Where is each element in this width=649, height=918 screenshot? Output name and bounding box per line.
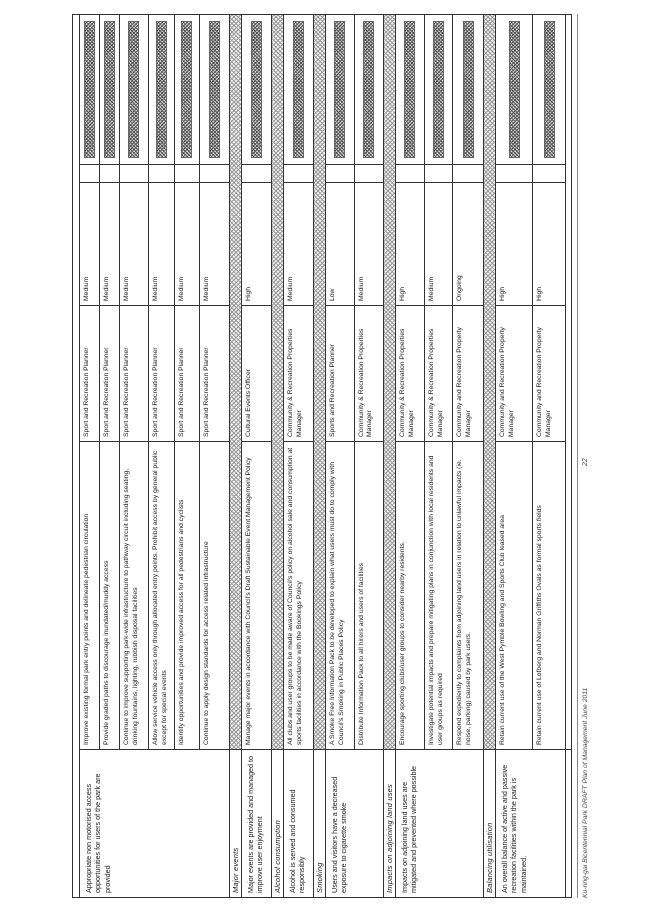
blank-cell: [284, 164, 313, 182]
priority-cell: High: [396, 182, 424, 305]
status-pattern: [544, 21, 555, 158]
status-pattern: [334, 21, 345, 158]
status-pattern: [104, 21, 115, 158]
blank-cell: [200, 164, 229, 182]
section-smoking: [326, 15, 384, 897]
objective-cell: Users and visitors have a decreased exposure to cigarette smoke: [326, 749, 383, 897]
blank-cell: [496, 164, 532, 182]
action-cell: Continue to apply design standards for access related infrastructure: [200, 441, 229, 749]
section-heading: Alcohol consumption: [272, 749, 283, 897]
table-row: [242, 15, 271, 749]
status-cell: [149, 15, 174, 164]
priority-cell: Medium: [425, 182, 453, 305]
responsibility-cell: Community and Recreation Property Manager: [453, 305, 483, 441]
action-rows: [284, 15, 313, 749]
priority-cell: High: [533, 182, 565, 305]
heading-band-fill: [484, 15, 495, 749]
empty-rows: [566, 15, 571, 749]
priority-cell: Medium: [149, 182, 174, 305]
priority-cell: Medium: [175, 182, 200, 305]
responsibility-cell: Community and Recreation Property Manager: [533, 305, 565, 441]
status-cell: [326, 15, 354, 164]
blank-cell: [242, 164, 271, 182]
responsibility-cell: Sport and Recreation Planner: [120, 305, 148, 441]
table-row: [496, 15, 533, 749]
blank-cell: [175, 164, 200, 182]
section-heading: Balancing utilisation: [484, 749, 495, 897]
section-heading-band: [484, 15, 496, 897]
blank-cell: [396, 164, 424, 182]
status-cell: [175, 15, 200, 164]
status-pattern: [128, 21, 139, 158]
action-cell: Respond expediently to complaints from adjoining land users in relation to unlawful impacts (ie. noise, parking) caused by park users.: [453, 441, 483, 749]
table-row: [326, 15, 355, 749]
blank-cell: [355, 164, 383, 182]
table-row: [284, 15, 313, 749]
heading-band-fill: [384, 15, 395, 749]
table-row: [149, 15, 175, 749]
action-cell: All clubs and user groups to be made aware of Council's policy on alcohol sale and consumption at sports facilities in accordance with the Bookings Policy: [284, 441, 313, 749]
status-cell: [80, 15, 99, 164]
status-cell: [242, 15, 271, 164]
table-row: [453, 15, 483, 749]
status-pattern: [156, 21, 167, 158]
table-row: [175, 15, 201, 749]
action-rows: [80, 15, 229, 749]
status-cell: [120, 15, 148, 164]
action-cell: Distribute Information Pack to all hirers and users of facilities: [355, 441, 383, 749]
responsibility-cell: Sport and Recreation Planner: [149, 305, 174, 441]
priority-cell: High: [496, 182, 532, 305]
responsibility-cell: Sport and Recreation Planner: [175, 305, 200, 441]
empty-objective-cell: [566, 749, 571, 897]
action-cell: Improve existing formal park entry points and delineate pedestrian circulation: [80, 441, 99, 749]
status-cell: [425, 15, 453, 164]
section-heading-band: [314, 15, 326, 897]
status-pattern: [181, 21, 192, 158]
page-number: 22: [582, 458, 589, 466]
action-cell: Investigate potential impacts and prepare mitigating plans in conjunction with local residents and user groups as required: [425, 441, 453, 749]
status-cell: [496, 15, 532, 164]
action-cell: Continue to improve supporting park-wide infrastructure to pathway circuit including seating, drinking fountains, lighting, rubbish disposal facilities: [120, 441, 148, 749]
responsibility-cell: Cultural Events Officer: [242, 305, 271, 441]
blank-cell: [149, 164, 174, 182]
action-rows: [396, 15, 483, 749]
action-cell: Encourage sporting clubs/user groups to consider nearby residents.: [396, 441, 424, 749]
responsibility-cell: Sport and Recreation Planner: [100, 305, 119, 441]
action-rows: [496, 15, 565, 749]
section-heading: Major events: [230, 749, 241, 897]
table-row: [533, 15, 565, 749]
table-row: [355, 15, 383, 749]
responsibility-cell: Sport and Recreation Planner: [80, 305, 99, 441]
section-heading-band: [384, 15, 396, 897]
status-pattern: [209, 21, 220, 158]
blank-cell: [533, 164, 565, 182]
table-row: [100, 15, 120, 749]
priority-cell: Medium: [100, 182, 119, 305]
footer-title: Ku-ring-gai Bicentennial Park DRAFT Plan of Management June 2011: [582, 687, 589, 898]
table-bottom-space: [566, 15, 571, 897]
blank-cell: [326, 164, 354, 182]
section-heading: Smoking: [314, 749, 325, 897]
status-pattern: [404, 21, 415, 158]
action-cell: Manage major events in accordance with Council's Draft Sustainable Event Management Policy: [242, 441, 271, 749]
heading-band-fill: [314, 15, 325, 749]
responsibility-cell: Sports and Recreation Planner: [326, 305, 354, 441]
status-cell: [355, 15, 383, 164]
responsibility-cell: Community & Recreation Properties Manager: [396, 305, 424, 441]
status-cell: [200, 15, 229, 164]
heading-band-fill: [230, 15, 241, 749]
status-pattern: [84, 21, 95, 158]
status-pattern: [363, 21, 374, 158]
action-cell: Retain current use of the West Pymble Bowling and Sports Club leased area: [496, 441, 532, 749]
table-row: [425, 15, 454, 749]
section-major-events: [242, 15, 272, 897]
status-cell: [533, 15, 565, 164]
priority-cell: High: [242, 182, 271, 305]
action-rows: [326, 15, 383, 749]
priority-cell: Medium: [80, 182, 99, 305]
table-row: [80, 15, 100, 749]
priority-cell: Low: [326, 182, 354, 305]
status-cell: [453, 15, 483, 164]
objective-cell: Impacts on adjoining land uses are mitigated and prevented where possible: [396, 749, 483, 897]
objective-cell: Appropriate non motorised access opportunities for users of the park are provided: [80, 749, 229, 897]
action-cell: Allow service vehicle access only through allocated entry points. Prohibit access by general public except for special events: [149, 441, 174, 749]
responsibility-cell: Community & Recreation Properties Manager: [284, 305, 313, 441]
section-heading-band: [272, 15, 284, 897]
action-cell: Provide graded paths to discourage inundated/muddy access: [100, 441, 119, 749]
objective-cell: Alcohol is served and consumed responsibly: [284, 749, 313, 897]
action-rows: [242, 15, 271, 749]
section-impacts: [396, 15, 484, 897]
priority-cell: Ongoing: [453, 182, 483, 305]
table-row: [120, 15, 149, 749]
action-cell: Retain current use of Lofberg and Norman Griffiths Ovals as formal sports fields: [533, 441, 565, 749]
priority-cell: Medium: [200, 182, 229, 305]
section-alcohol: [284, 15, 314, 897]
table-top-strip: [73, 15, 80, 897]
status-cell: [396, 15, 424, 164]
status-cell: [284, 15, 313, 164]
section-heading-band: [230, 15, 242, 897]
action-plan-table: [72, 14, 572, 898]
objective-cell: Major events are provided and managed to improve user enjoyment: [242, 749, 271, 897]
action-cell: Identify opportunities and provide improved access for all pedestrians and cyclists: [175, 441, 200, 749]
table-row: [200, 15, 229, 749]
priority-cell: Medium: [120, 182, 148, 305]
blank-cell: [80, 164, 99, 182]
blank-cell: [100, 164, 119, 182]
status-pattern: [251, 21, 262, 158]
status-pattern: [433, 21, 444, 158]
table-row: [396, 15, 425, 749]
blank-cell: [425, 164, 453, 182]
section-heading: Impacts on adjoining land uses: [384, 749, 395, 897]
blank-cell: [453, 164, 483, 182]
responsibility-cell: Community & Recreation Properties Manager: [355, 305, 383, 441]
priority-cell: Medium: [284, 182, 313, 305]
heading-band-fill: [272, 15, 283, 749]
action-cell: A Smoke Free Information Pack to be developed to explain what users must do to comply with Council's Smoking in Public Places Policy: [326, 441, 354, 749]
status-pattern: [463, 21, 474, 158]
responsibility-cell: Community & Recreation Properties Manager: [425, 305, 453, 441]
section-balancing: [496, 15, 566, 897]
responsibility-cell: Sport and Recreation Planner: [200, 305, 229, 441]
status-cell: [100, 15, 119, 164]
responsibility-cell: Community and Recreation Property Manager: [496, 305, 532, 441]
blank-cell: [120, 164, 148, 182]
section-access: [80, 15, 230, 897]
status-pattern: [509, 21, 520, 158]
footer-rule: [577, 14, 578, 898]
objective-cell: An overall balance of active and passive recreation facilities within the park is maintained.: [496, 749, 565, 897]
priority-cell: Medium: [355, 182, 383, 305]
status-pattern: [293, 21, 304, 158]
